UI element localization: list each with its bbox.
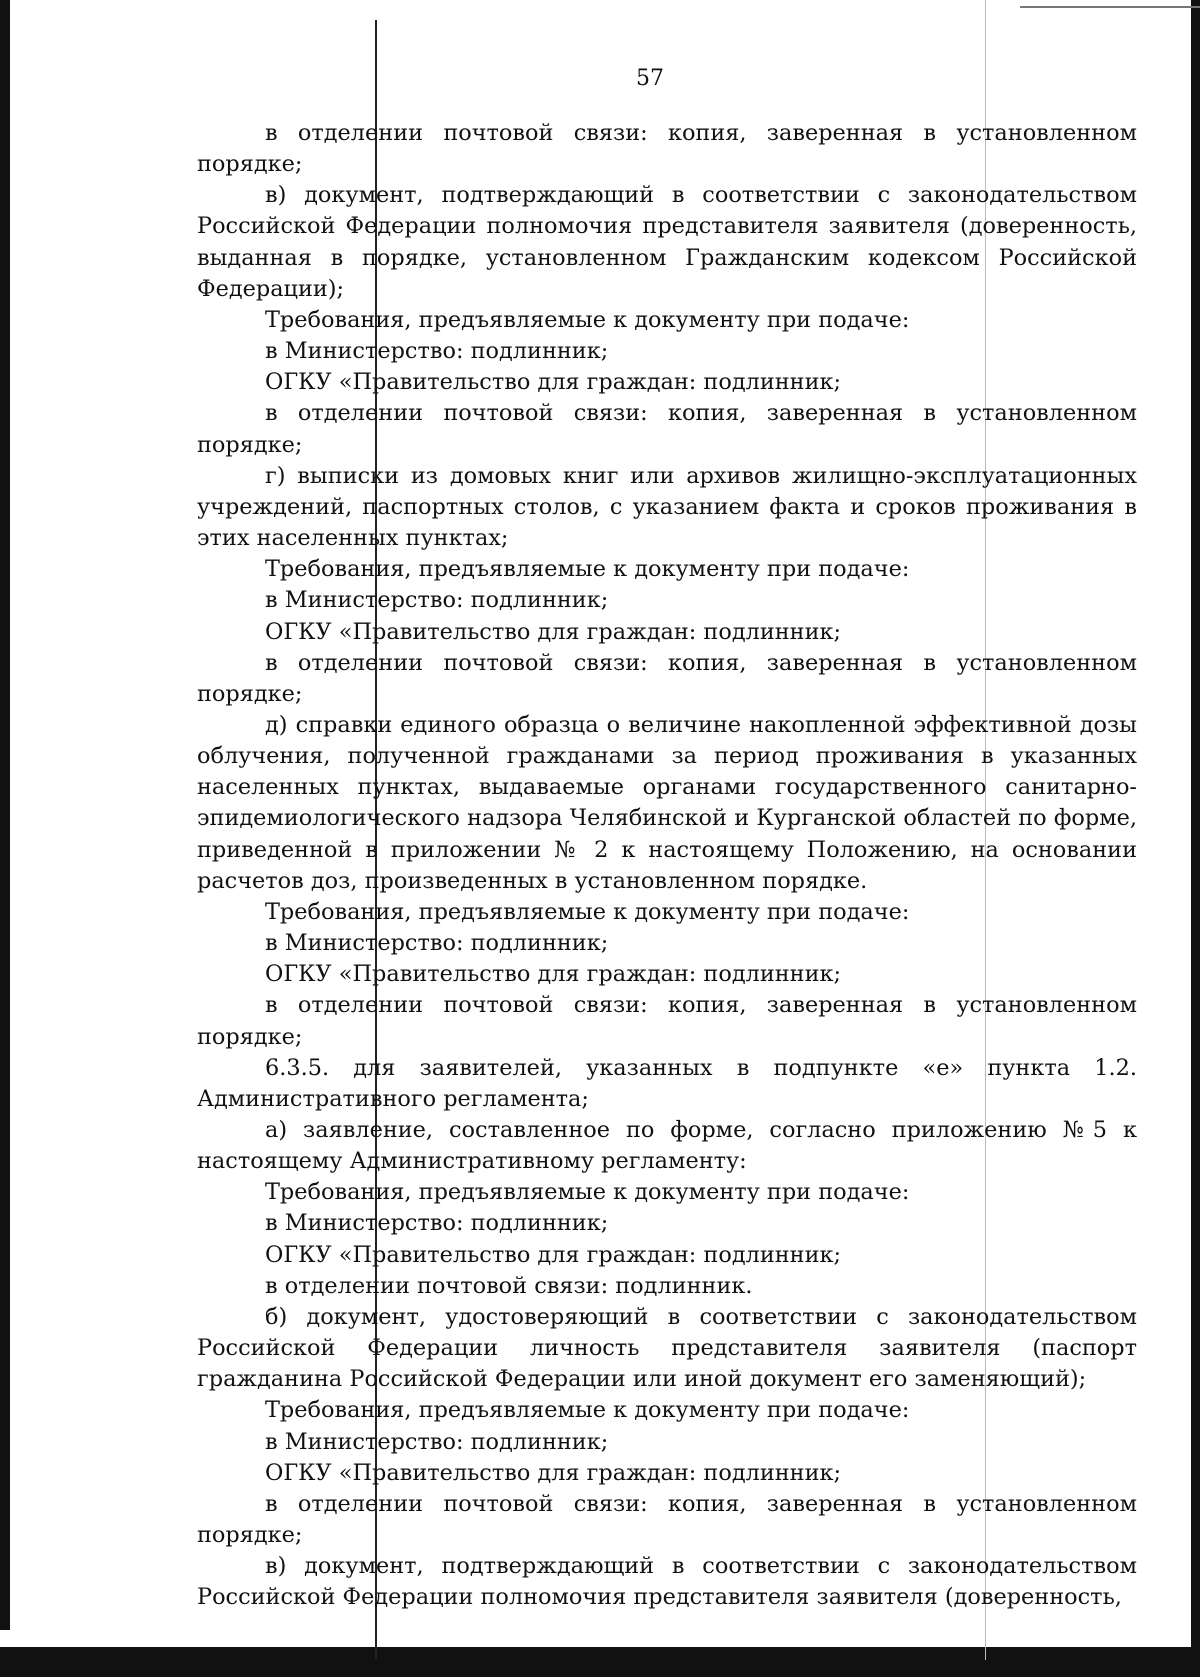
paragraph: Требования, предъявляемые к документу при подаче: [265, 1179, 910, 1206]
paragraph: г) выписки из домовых книг или архивов жилищно-эксплуатационных учреждений, паспортных столов, с указанием факта и сроков проживания в этих населенных пунктах; [197, 462, 1137, 552]
scan-border-left [0, 0, 10, 1630]
paragraph: Требования, предъявляемые к документу при подаче: [265, 898, 910, 925]
paragraph: в отделении почтовой связи: копия, заверенная в установленном порядке; [197, 992, 1137, 1050]
paragraph: в отделении почтовой связи: подлинник. [265, 1272, 753, 1299]
paragraph: в) документ, подтверждающий в соответствии с законодательством Российской Федерации полномочия представителя заявителя (доверенность, выданная в порядке, установленном Гражданским кодексом Российской Федерации); [197, 182, 1137, 302]
paragraph: а) заявление, составленное по форме, согласно приложению №5 к настоящему Административному регламенту: [197, 1117, 1137, 1175]
paragraph: в отделении почтовой связи: копия, заверенная в установленном порядке; [197, 649, 1137, 707]
paragraph: в Министерство: подлинник; [265, 1210, 609, 1237]
scan-border-right [1191, 0, 1200, 1650]
paragraph: ОГКУ «Правительство для граждан: подлинник; [265, 1459, 842, 1486]
paragraph: в отделении почтовой связи: копия, заверенная в установленном порядке; [197, 1490, 1137, 1549]
paragraph: Требования, предъявляемые к документу при подаче: [265, 306, 910, 333]
paragraph: д) справки единого образца о величине накопленной эффективной дозы облучения, полученной гражданами за период проживания в указанных населенных пунктах, выдаваемые органами государственного санитарно-эпидемиологического надзора Челябинской и Курганской областей по форме, приведенной в приложении № 2 к настоящему Положению, на основании расчетов доз, произведенных в установленном порядке. [197, 711, 1137, 894]
scan-border-bottom [0, 1647, 1200, 1677]
paragraph: в Министерство: подлинник; [265, 930, 609, 957]
document-body [197, 118, 1137, 1614]
paragraph: ОГКУ «Правительство для граждан: подлинник; [265, 1241, 842, 1268]
paragraph: ОГКУ «Правительство для граждан: подлинник; [265, 618, 842, 645]
paragraph: б) документ, удостоверяющий в соответствии с законодательством Российской Федерации личность представителя заявителя (паспорт гражданина Российской Федерации или иной документ его заменяющий); [197, 1303, 1137, 1393]
paragraph: в Министерство: подлинник; [265, 338, 609, 365]
scan-edge-line [1020, 6, 1200, 8]
page-number: 57 [636, 66, 664, 91]
paragraph: ОГКУ «Правительство для граждан: подлинник; [265, 369, 842, 396]
paragraph: в Министерство: подлинник; [265, 587, 609, 614]
paragraph: в отделении почтовой связи: копия, заверенная в установленном порядке; [197, 400, 1137, 458]
paragraph: в отделении почтовой связи: копия, заверенная в установленном порядке; [197, 120, 1137, 178]
paragraph: 6.3.5. для заявителей, указанных в подпункте «е» пункта 1.2. Административного регламента; [197, 1054, 1137, 1112]
paragraph: Требования, предъявляемые к документу при подаче: [265, 1397, 910, 1424]
paragraph: в Министерство: подлинник; [265, 1428, 609, 1455]
paragraph: в) документ, подтверждающий в соответствии с законодательством Российской Федерации полномочия представителя заявителя (доверенность, [197, 1553, 1137, 1611]
paragraph: Требования, предъявляемые к документу при подаче: [265, 556, 910, 583]
paragraph: ОГКУ «Правительство для граждан: подлинник; [265, 961, 842, 988]
